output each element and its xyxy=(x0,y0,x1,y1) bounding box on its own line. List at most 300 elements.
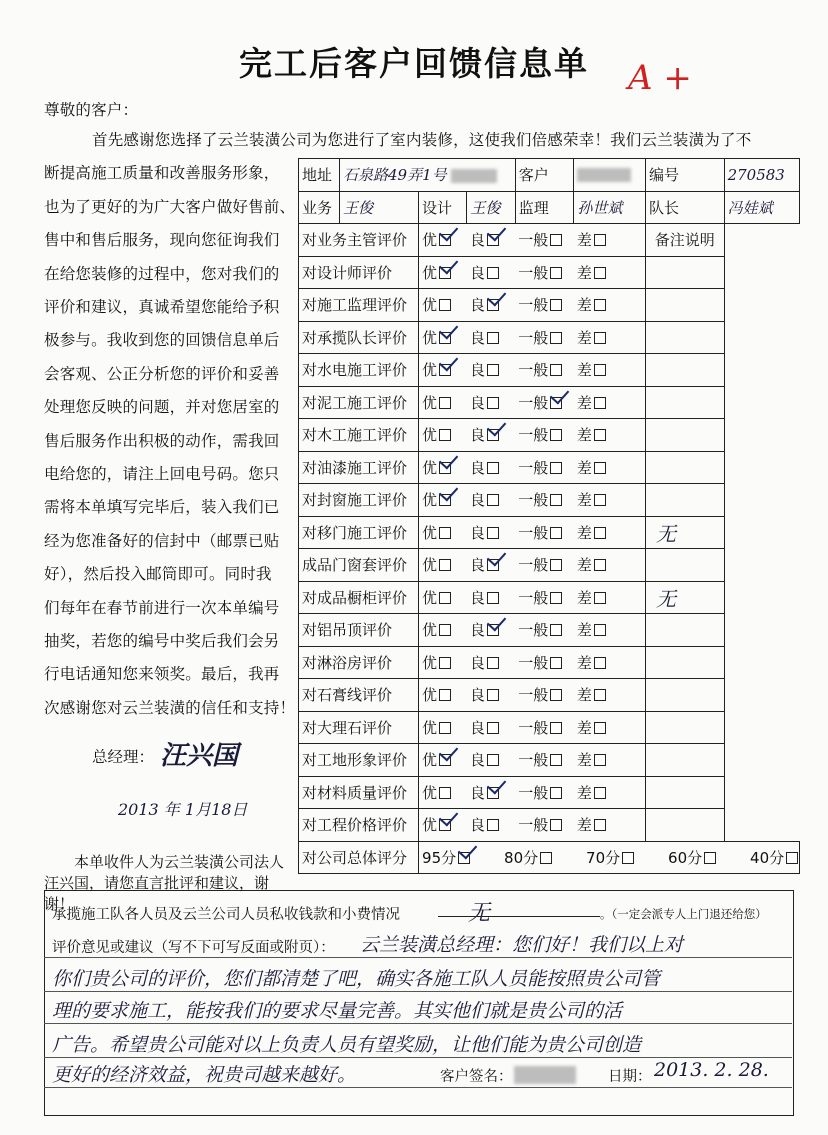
address-label: 地址 xyxy=(299,159,340,192)
letter-line: 评价和建议，真诚希望您能给予积 xyxy=(44,298,280,316)
option-label: 良 xyxy=(469,393,485,412)
rating-row xyxy=(299,451,800,484)
checkbox[interactable] xyxy=(786,852,798,864)
rating-option[interactable] xyxy=(419,679,467,712)
option-label: 优 xyxy=(422,686,438,705)
rating-option[interactable] xyxy=(515,386,574,419)
option-label: 一般 xyxy=(518,231,549,250)
rating-row xyxy=(299,224,800,257)
rating-option[interactable] xyxy=(574,321,646,354)
comment-rule xyxy=(44,1023,792,1024)
rating-option[interactable] xyxy=(467,451,515,484)
rating-row xyxy=(299,679,800,712)
rating-row xyxy=(299,386,800,419)
overall-option-label: 70分 xyxy=(586,848,621,867)
checkbox[interactable] xyxy=(487,592,499,604)
rating-item-label: 对铝吊顶评价 xyxy=(299,614,419,647)
rating-option[interactable] xyxy=(515,679,574,712)
customer-signature xyxy=(514,1064,576,1084)
bribe-label: 承揽施工队各人员及云兰公司人员私收钱款和小费情况 xyxy=(52,907,400,923)
checkbox[interactable] xyxy=(487,657,499,669)
checkbox[interactable] xyxy=(550,267,562,279)
remark-cell[interactable]: 无 xyxy=(645,516,724,549)
checkbox[interactable] xyxy=(594,754,606,766)
option-label: 良 xyxy=(469,328,485,347)
checkbox[interactable] xyxy=(439,787,451,799)
checkbox[interactable] xyxy=(550,559,562,571)
rating-row xyxy=(299,256,800,289)
business-field[interactable]: 王俊 xyxy=(340,191,419,224)
checkbox[interactable] xyxy=(487,527,499,539)
checkbox[interactable] xyxy=(550,429,562,441)
option-label: 一般 xyxy=(518,523,549,542)
checkbox[interactable] xyxy=(594,624,606,636)
rating-option[interactable] xyxy=(515,614,574,647)
checkbox[interactable] xyxy=(594,364,606,376)
option-label: 一般 xyxy=(518,393,549,412)
option-label: 一般 xyxy=(518,361,549,380)
option-label: 良 xyxy=(469,231,485,250)
option-label: 一般 xyxy=(518,296,549,315)
checkbox[interactable] xyxy=(439,527,451,539)
rating-option[interactable] xyxy=(467,321,515,354)
checkbox[interactable] xyxy=(550,527,562,539)
checkbox[interactable] xyxy=(550,689,562,701)
rating-item-label: 成品门窗套评价 xyxy=(299,549,419,582)
remark-cell[interactable] xyxy=(645,711,724,744)
rating-option[interactable] xyxy=(419,354,467,387)
comment-line: 更好的经济效益，祝贵司越来越好。 xyxy=(52,1064,357,1086)
rating-option[interactable] xyxy=(515,321,574,354)
rating-option[interactable] xyxy=(467,646,515,679)
rating-option[interactable] xyxy=(515,646,574,679)
checkbox[interactable] xyxy=(594,657,606,669)
number-field[interactable]: 270583 xyxy=(724,159,799,192)
checkbox[interactable] xyxy=(594,689,606,701)
letter-line: 好），然后投入邮筒即可。同时我 xyxy=(44,565,272,584)
option-label: 一般 xyxy=(518,686,549,705)
rating-item-label: 对淋浴房评价 xyxy=(299,646,419,679)
rating-option[interactable] xyxy=(419,549,467,582)
rating-option[interactable] xyxy=(419,419,467,452)
rating-option[interactable] xyxy=(467,614,515,647)
rating-option[interactable] xyxy=(467,419,515,452)
checkbox[interactable] xyxy=(550,234,562,246)
option-label: 优 xyxy=(422,296,438,315)
rating-row xyxy=(299,581,800,614)
option-label: 良 xyxy=(469,621,485,640)
rating-item-label: 对施工监理评价 xyxy=(299,289,419,322)
checkbox[interactable] xyxy=(550,364,562,376)
rating-option[interactable] xyxy=(574,289,646,322)
overall-option[interactable] xyxy=(750,847,796,868)
checkbox[interactable] xyxy=(550,624,562,636)
rating-option[interactable] xyxy=(419,256,467,289)
checkbox[interactable] xyxy=(594,234,606,246)
option-label: 优 xyxy=(422,523,438,542)
checkbox[interactable] xyxy=(439,624,451,636)
option-label: 良 xyxy=(469,588,485,607)
checkbox[interactable] xyxy=(594,787,606,799)
remark-cell[interactable] xyxy=(645,776,724,809)
comment-rule xyxy=(44,991,792,992)
overall-option[interactable] xyxy=(586,847,668,868)
option-label: 一般 xyxy=(518,783,549,802)
rating-option[interactable] xyxy=(574,809,646,842)
overall-option-label: 60分 xyxy=(668,848,703,867)
checkbox[interactable] xyxy=(487,397,499,409)
rating-item-label: 对封窗施工评价 xyxy=(299,484,419,517)
rating-option[interactable] xyxy=(515,776,574,809)
rating-row xyxy=(299,809,800,842)
option-label: 良 xyxy=(469,718,485,737)
option-label: 差 xyxy=(576,328,592,347)
rating-item-label: 对木工施工评价 xyxy=(299,419,419,452)
rating-row xyxy=(299,614,800,647)
option-label: 差 xyxy=(576,686,592,705)
rating-option[interactable] xyxy=(467,516,515,549)
overall-option[interactable] xyxy=(504,847,586,868)
overall-row xyxy=(299,841,800,874)
letter-line: 次感谢您对云兰装潢的信任和支持！ xyxy=(44,698,296,717)
checkbox[interactable] xyxy=(550,754,562,766)
rating-option[interactable] xyxy=(515,256,574,289)
rating-option[interactable] xyxy=(574,614,646,647)
remark-cell[interactable] xyxy=(645,419,724,452)
option-label: 差 xyxy=(576,751,592,770)
rating-option[interactable] xyxy=(515,581,574,614)
supervisor-field[interactable]: 孙世斌 xyxy=(574,191,646,224)
option-label: 一般 xyxy=(518,491,549,510)
rating-option[interactable] xyxy=(574,484,646,517)
rating-row xyxy=(299,776,800,809)
rating-option[interactable] xyxy=(574,224,646,257)
rating-option[interactable] xyxy=(419,386,467,419)
option-label: 一般 xyxy=(518,621,549,640)
captain-label: 队长 xyxy=(645,191,724,224)
overall-option[interactable] xyxy=(422,847,504,868)
remark-cell[interactable] xyxy=(645,809,724,842)
checkbox[interactable] xyxy=(594,299,606,311)
remark-cell[interactable] xyxy=(645,614,724,647)
rating-item-label: 对设计师评价 xyxy=(299,256,419,289)
letter-line: 会客观、公正分析您的评价和妥善 xyxy=(44,364,280,383)
checkbox[interactable] xyxy=(550,787,562,799)
rating-row xyxy=(299,646,800,679)
rating-option[interactable] xyxy=(515,354,574,387)
rating-option[interactable] xyxy=(419,646,467,679)
rating-option[interactable] xyxy=(574,516,646,549)
grade-mark: A + xyxy=(628,58,692,98)
rating-option[interactable] xyxy=(574,646,646,679)
option-label: 差 xyxy=(576,296,592,315)
checkbox[interactable] xyxy=(704,852,716,864)
rating-option[interactable] xyxy=(574,679,646,712)
checkbox[interactable] xyxy=(594,592,606,604)
checkbox[interactable] xyxy=(550,462,562,474)
rating-option[interactable] xyxy=(467,549,515,582)
option-label: 差 xyxy=(576,556,592,575)
rating-option[interactable] xyxy=(515,711,574,744)
rating-row xyxy=(299,516,800,549)
overall-option[interactable] xyxy=(668,847,750,868)
remark-cell[interactable] xyxy=(645,549,724,582)
rating-option[interactable] xyxy=(467,256,515,289)
bribe-note: 。（一定会派专人上门退还给您） xyxy=(600,907,767,921)
checkbox[interactable] xyxy=(439,429,451,441)
overall-option-label: 80分 xyxy=(504,848,539,867)
rating-option[interactable] xyxy=(515,289,574,322)
option-label: 优 xyxy=(422,263,438,282)
rating-option[interactable] xyxy=(515,809,574,842)
rating-row xyxy=(299,484,800,517)
checkbox[interactable] xyxy=(594,559,606,571)
checkbox[interactable] xyxy=(487,364,499,376)
remark-cell[interactable] xyxy=(645,451,724,484)
rating-option[interactable] xyxy=(574,354,646,387)
design-label: 设计 xyxy=(419,191,467,224)
letter-line: 极参与。我收到您的回馈信息单后 xyxy=(44,331,280,350)
rating-option[interactable] xyxy=(467,224,515,257)
rating-option[interactable] xyxy=(515,549,574,582)
manager-signature: 汪兴国 xyxy=(160,741,239,771)
rating-table xyxy=(298,158,800,874)
checkbox[interactable] xyxy=(439,689,451,701)
option-label: 良 xyxy=(469,816,485,835)
option-label: 良 xyxy=(469,523,485,542)
checkbox[interactable] xyxy=(439,657,451,669)
checkbox[interactable] xyxy=(487,754,499,766)
rating-option[interactable] xyxy=(467,386,515,419)
rating-item-label: 对业务主管评价 xyxy=(299,224,419,257)
form-title: 完工后客户回馈信息单 xyxy=(239,44,589,83)
rating-option[interactable] xyxy=(467,744,515,777)
rating-option[interactable] xyxy=(515,419,574,452)
rating-option[interactable] xyxy=(419,581,467,614)
option-label: 一般 xyxy=(518,718,549,737)
remark-cell[interactable] xyxy=(645,321,724,354)
rating-option[interactable] xyxy=(467,711,515,744)
rating-option[interactable] xyxy=(467,354,515,387)
option-label: 良 xyxy=(469,263,485,282)
option-label: 良 xyxy=(469,751,485,770)
rating-row xyxy=(299,321,800,354)
remark-cell[interactable] xyxy=(645,354,724,387)
captain-field[interactable]: 冯娃斌 xyxy=(724,191,799,224)
rating-option[interactable] xyxy=(467,484,515,517)
checkbox[interactable] xyxy=(439,722,451,734)
checkbox[interactable] xyxy=(550,494,562,506)
checkbox[interactable] xyxy=(439,397,451,409)
checkbox[interactable] xyxy=(487,494,499,506)
rating-option[interactable] xyxy=(419,711,467,744)
comment-rule xyxy=(44,1087,792,1088)
checkbox[interactable] xyxy=(550,299,562,311)
rating-option[interactable] xyxy=(419,516,467,549)
option-label: 良 xyxy=(469,491,485,510)
address-field[interactable]: 石泉路49弄1号 xyxy=(340,159,516,192)
checkbox[interactable] xyxy=(439,592,451,604)
signature-label: 客户签名： xyxy=(440,1069,513,1085)
rating-option[interactable] xyxy=(467,581,515,614)
option-label: 差 xyxy=(576,783,592,802)
checkbox[interactable] xyxy=(550,332,562,344)
option-label: 一般 xyxy=(518,328,549,347)
date-label: 日期： xyxy=(608,1069,652,1085)
checkbox[interactable] xyxy=(594,332,606,344)
header-row-1 xyxy=(299,159,800,192)
option-label: 差 xyxy=(576,816,592,835)
letter-line: 断提高施工质量和改善服务形象， xyxy=(44,164,280,183)
rating-option[interactable] xyxy=(574,776,646,809)
checkbox[interactable] xyxy=(487,462,499,474)
checkbox[interactable] xyxy=(487,722,499,734)
customer-field[interactable] xyxy=(574,159,646,192)
rating-option[interactable] xyxy=(419,809,467,842)
rating-option[interactable] xyxy=(467,809,515,842)
letter-line: 首先感谢您选择了云兰装潢公司为您进行了室内装修，这使我们倍感荣幸！我们云兰装潢为了不 xyxy=(92,131,752,149)
number-label: 编号 xyxy=(645,159,724,192)
comment-rule xyxy=(44,1057,792,1058)
rating-option[interactable] xyxy=(419,484,467,517)
rating-option[interactable] xyxy=(574,451,646,484)
option-label: 差 xyxy=(576,491,592,510)
letter-line: 抽奖，若您的编号中奖后我们会另 xyxy=(44,632,280,650)
header-row-2 xyxy=(299,191,800,224)
letter-line: 售后服务作出积极的动作，需我回 xyxy=(44,431,280,450)
remark-cell[interactable] xyxy=(645,386,724,419)
comment-line: 云兰装潢总经理：您们好！我们以上对 xyxy=(360,934,684,956)
letter-date: 2013 年 1月18日 xyxy=(118,800,248,819)
checkbox[interactable] xyxy=(550,819,562,831)
option-label: 差 xyxy=(576,361,592,380)
rating-option[interactable] xyxy=(574,419,646,452)
rating-option[interactable] xyxy=(574,549,646,582)
rating-option[interactable] xyxy=(419,321,467,354)
checkbox[interactable] xyxy=(487,332,499,344)
checkbox[interactable] xyxy=(540,852,552,864)
checkbox[interactable] xyxy=(594,462,606,474)
option-label: 优 xyxy=(422,556,438,575)
rating-option[interactable] xyxy=(515,484,574,517)
rating-item-label: 对泥工施工评价 xyxy=(299,386,419,419)
rating-option[interactable] xyxy=(515,744,574,777)
option-label: 一般 xyxy=(518,263,549,282)
remark-cell[interactable] xyxy=(645,646,724,679)
rating-item-label: 对移门施工评价 xyxy=(299,516,419,549)
checkbox[interactable] xyxy=(594,494,606,506)
remark-cell[interactable] xyxy=(645,484,724,517)
design-field[interactable]: 王俊 xyxy=(467,191,515,224)
rating-option[interactable] xyxy=(419,224,467,257)
rating-option[interactable] xyxy=(419,776,467,809)
rating-option[interactable] xyxy=(574,744,646,777)
date-value[interactable]: 2013. 2. 28. xyxy=(654,1059,769,1081)
supervisor-label: 监理 xyxy=(515,191,574,224)
remark-cell[interactable]: 无 xyxy=(645,581,724,614)
option-label: 优 xyxy=(422,783,438,802)
rating-option[interactable] xyxy=(467,776,515,809)
rating-item-label: 对石膏线评价 xyxy=(299,679,419,712)
option-label: 良 xyxy=(469,296,485,315)
checkbox[interactable] xyxy=(622,852,634,864)
checkbox[interactable] xyxy=(594,527,606,539)
remark-cell[interactable] xyxy=(645,289,724,322)
rating-option[interactable] xyxy=(419,451,467,484)
comment-rule xyxy=(44,957,792,958)
remark-cell[interactable] xyxy=(645,256,724,289)
rating-option[interactable] xyxy=(467,289,515,322)
rating-option[interactable] xyxy=(574,386,646,419)
business-label: 业务 xyxy=(299,191,340,224)
rating-option[interactable] xyxy=(574,256,646,289)
option-label: 良 xyxy=(469,556,485,575)
overall-options xyxy=(419,841,800,874)
remark-cell[interactable] xyxy=(645,679,724,712)
letter-line: 售中和售后服务，现向您征询我们 xyxy=(44,231,280,250)
rating-option[interactable] xyxy=(515,516,574,549)
option-label: 良 xyxy=(469,361,485,380)
letter-line: 在给您装修的过程中，您对我们的 xyxy=(44,264,280,283)
checkbox[interactable] xyxy=(594,819,606,831)
manager-label: 总经理： xyxy=(92,748,155,766)
remark-cell[interactable] xyxy=(645,744,724,777)
checkbox[interactable] xyxy=(594,267,606,279)
checkbox[interactable] xyxy=(487,819,499,831)
letter-line: 也为了更好的为广大客户做好售前、 xyxy=(44,197,296,216)
comment-line: 广告。希望贵公司能对以上负责人员有望奖励，让他们能为贵公司创造 xyxy=(52,1034,642,1056)
rating-option[interactable] xyxy=(467,679,515,712)
checkbox[interactable] xyxy=(550,722,562,734)
checkbox[interactable] xyxy=(594,429,606,441)
option-label: 一般 xyxy=(518,816,549,835)
option-label: 优 xyxy=(422,718,438,737)
bribe-value[interactable]: 无 xyxy=(468,901,491,926)
rating-option[interactable] xyxy=(515,451,574,484)
rating-item-label: 对承揽队长评价 xyxy=(299,321,419,354)
rating-item-label: 对工程价格评价 xyxy=(299,809,419,842)
option-label: 优 xyxy=(422,491,438,510)
rating-option[interactable] xyxy=(419,289,467,322)
option-label: 一般 xyxy=(518,556,549,575)
rating-row xyxy=(299,419,800,452)
option-label: 一般 xyxy=(518,588,549,607)
checkbox[interactable] xyxy=(487,689,499,701)
salutation: 尊敬的客户： xyxy=(44,101,139,119)
checkbox[interactable] xyxy=(550,592,562,604)
option-label: 优 xyxy=(422,361,438,380)
rating-option[interactable] xyxy=(574,711,646,744)
option-label: 优 xyxy=(422,653,438,672)
rating-item-label: 对油漆施工评价 xyxy=(299,451,419,484)
option-label: 优 xyxy=(422,621,438,640)
checkbox[interactable] xyxy=(594,722,606,734)
checkbox[interactable] xyxy=(594,397,606,409)
rating-option[interactable] xyxy=(419,614,467,647)
overall-label: 对公司总体评分 xyxy=(299,841,419,874)
option-label: 优 xyxy=(422,458,438,477)
rating-option[interactable] xyxy=(515,224,574,257)
checkbox[interactable] xyxy=(550,657,562,669)
checkbox[interactable] xyxy=(487,267,499,279)
checkbox[interactable] xyxy=(439,559,451,571)
rating-option[interactable] xyxy=(419,744,467,777)
checkbox[interactable] xyxy=(439,299,451,311)
option-label: 良 xyxy=(469,783,485,802)
remarks-header: 备注说明 xyxy=(645,224,724,257)
letter-line: 行电话通知您来领奖。最后，我再 xyxy=(44,665,280,684)
rating-option[interactable] xyxy=(574,581,646,614)
